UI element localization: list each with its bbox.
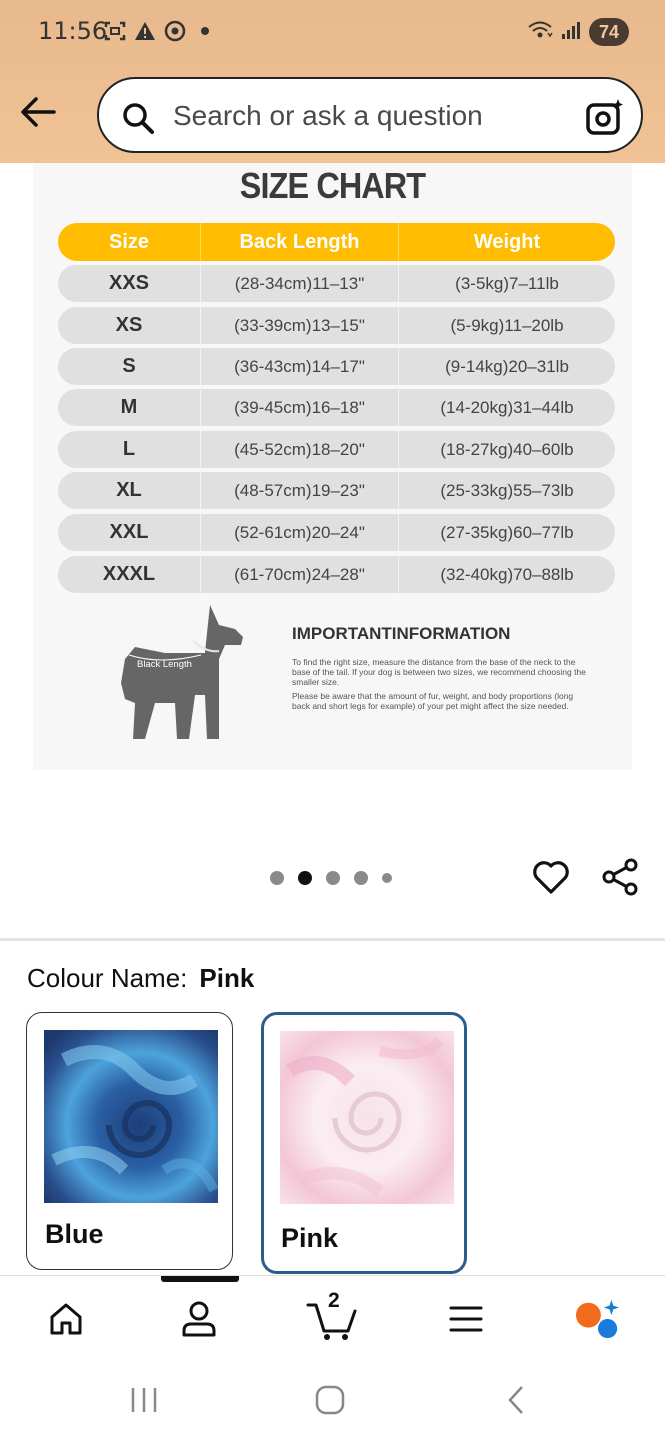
- size-row: [58, 348, 615, 385]
- size-cell: XXL: [109, 521, 149, 543]
- bottom-navigation: [0, 1275, 665, 1355]
- weight-cell: (5-9kg)11–20lb: [398, 307, 615, 344]
- back-system-button[interactable]: [496, 1383, 536, 1417]
- blue-fabric-image: [44, 1030, 218, 1203]
- swatch-label-blue: Blue: [45, 1219, 104, 1249]
- colour-label: Colour Name:: [27, 963, 188, 993]
- product-image-size-chart[interactable]: [33, 163, 632, 770]
- size-row: [58, 556, 615, 593]
- section-divider: [0, 938, 665, 941]
- home-icon: [48, 1301, 84, 1337]
- recent-apps-icon: [129, 1386, 159, 1414]
- warning-icon: [134, 20, 156, 42]
- share-icon[interactable]: [600, 857, 640, 897]
- back-length-cell: (45-52cm)18–20": [200, 431, 398, 468]
- status-icons-right: [527, 18, 629, 46]
- screenshot-icon: [104, 20, 126, 42]
- carousel-dot[interactable]: [270, 871, 284, 885]
- back-length-cell: (52-61cm)20–24": [200, 514, 398, 551]
- size-cell: S: [122, 355, 136, 377]
- recent-apps-button[interactable]: [124, 1383, 164, 1417]
- important-information-text: [292, 657, 592, 715]
- nav-menu[interactable]: [443, 1296, 489, 1342]
- back-length-cell: (28-34cm)11–13": [200, 265, 398, 302]
- size-cell: XXS: [108, 272, 150, 294]
- size-cell: M: [120, 396, 138, 418]
- home-system-button[interactable]: [310, 1383, 350, 1417]
- nav-rufus[interactable]: [575, 1296, 621, 1342]
- size-row: [58, 431, 615, 468]
- important-information-title: IMPORTANTINFORMATION: [292, 624, 511, 643]
- nav-account[interactable]: [176, 1296, 222, 1342]
- dog-label: Black Length: [137, 659, 192, 670]
- back-chevron-icon: [504, 1384, 528, 1416]
- header-size: Size: [108, 230, 150, 253]
- pink-fabric-image: [280, 1031, 454, 1204]
- nav-home[interactable]: [43, 1296, 89, 1342]
- chrome-icon: [164, 20, 186, 42]
- size-chart-header: [58, 223, 615, 261]
- dog-silhouette-icon: [115, 603, 265, 743]
- heart-icon[interactable]: [531, 857, 571, 897]
- important-text-1: To find the right size, measure the distance from the base of the neck to the base of the tail. If your dog is between two sizes, we recommend choosing the smaller size.: [292, 657, 586, 687]
- camera-icon[interactable]: [585, 97, 625, 137]
- status-icons-left: [104, 20, 216, 42]
- home-circle-icon: [314, 1384, 346, 1416]
- status-time: 11:56: [38, 17, 108, 45]
- carousel-dots: [270, 871, 392, 885]
- size-cell: XS: [115, 314, 143, 336]
- dot-icon: [194, 20, 216, 42]
- cart-count-badge: 2: [328, 1289, 340, 1312]
- size-row: [58, 472, 615, 509]
- colour-selected-value: Pink: [199, 963, 255, 993]
- account-icon: [180, 1300, 218, 1338]
- weight-cell: (25-33kg)55–73lb: [398, 472, 615, 509]
- battery-indicator: 74: [589, 18, 629, 46]
- back-arrow-icon: [18, 94, 58, 130]
- size-chart-title: SIZE CHART: [239, 165, 426, 206]
- back-length-cell: (33-39cm)13–15": [200, 307, 398, 344]
- weight-cell: (14-20kg)31–44lb: [398, 389, 615, 426]
- carousel-dot[interactable]: [326, 871, 340, 885]
- back-length-cell: (48-57cm)19–23": [200, 472, 398, 509]
- header-back-length: Back Length: [200, 223, 398, 261]
- top-header: [0, 0, 665, 163]
- size-cell: L: [122, 438, 136, 460]
- search-icon: [121, 101, 155, 135]
- weight-cell: (27-35kg)60–77lb: [398, 514, 615, 551]
- back-length-cell: (36-43cm)14–17": [200, 348, 398, 385]
- colour-swatch-blue[interactable]: [26, 1012, 233, 1270]
- size-row: [58, 265, 615, 302]
- weight-cell: (18-27kg)40–60lb: [398, 431, 615, 468]
- wifi-icon: [527, 19, 553, 46]
- search-placeholder: Search or ask a question: [173, 100, 483, 131]
- header-weight: Weight: [398, 223, 615, 261]
- active-tab-indicator: [161, 1276, 239, 1282]
- size-row: [58, 514, 615, 551]
- signal-icon: [561, 20, 581, 45]
- carousel-dot[interactable]: [354, 871, 368, 885]
- back-button[interactable]: [18, 94, 58, 130]
- size-cell: XXXL: [102, 563, 156, 585]
- carousel-dot-active[interactable]: [298, 871, 312, 885]
- rufus-icon: [575, 1297, 621, 1341]
- size-cell: XL: [116, 479, 142, 501]
- status-bar: [0, 0, 665, 64]
- menu-icon: [448, 1304, 484, 1334]
- swatch-label-pink: Pink: [281, 1223, 339, 1253]
- size-row: [58, 389, 615, 426]
- colour-name-line: [27, 963, 254, 994]
- colour-swatch-pink-selected[interactable]: [261, 1012, 467, 1274]
- weight-cell: (32-40kg)70–88lb: [398, 556, 615, 593]
- size-row: [58, 307, 615, 344]
- back-length-cell: (61-70cm)24–28": [200, 556, 398, 593]
- weight-cell: (3-5kg)7–11lb: [398, 265, 615, 302]
- back-length-cell: (39-45cm)16–18": [200, 389, 398, 426]
- weight-cell: (9-14kg)20–31lb: [398, 348, 615, 385]
- search-input[interactable]: [97, 77, 643, 153]
- system-navigation: [0, 1355, 665, 1440]
- carousel-dot[interactable]: [382, 873, 392, 883]
- important-text-2: Please be aware that the amount of fur, weight, and body proportions (long back and short legs for example) of your pet might affect the size needed.: [292, 691, 574, 711]
